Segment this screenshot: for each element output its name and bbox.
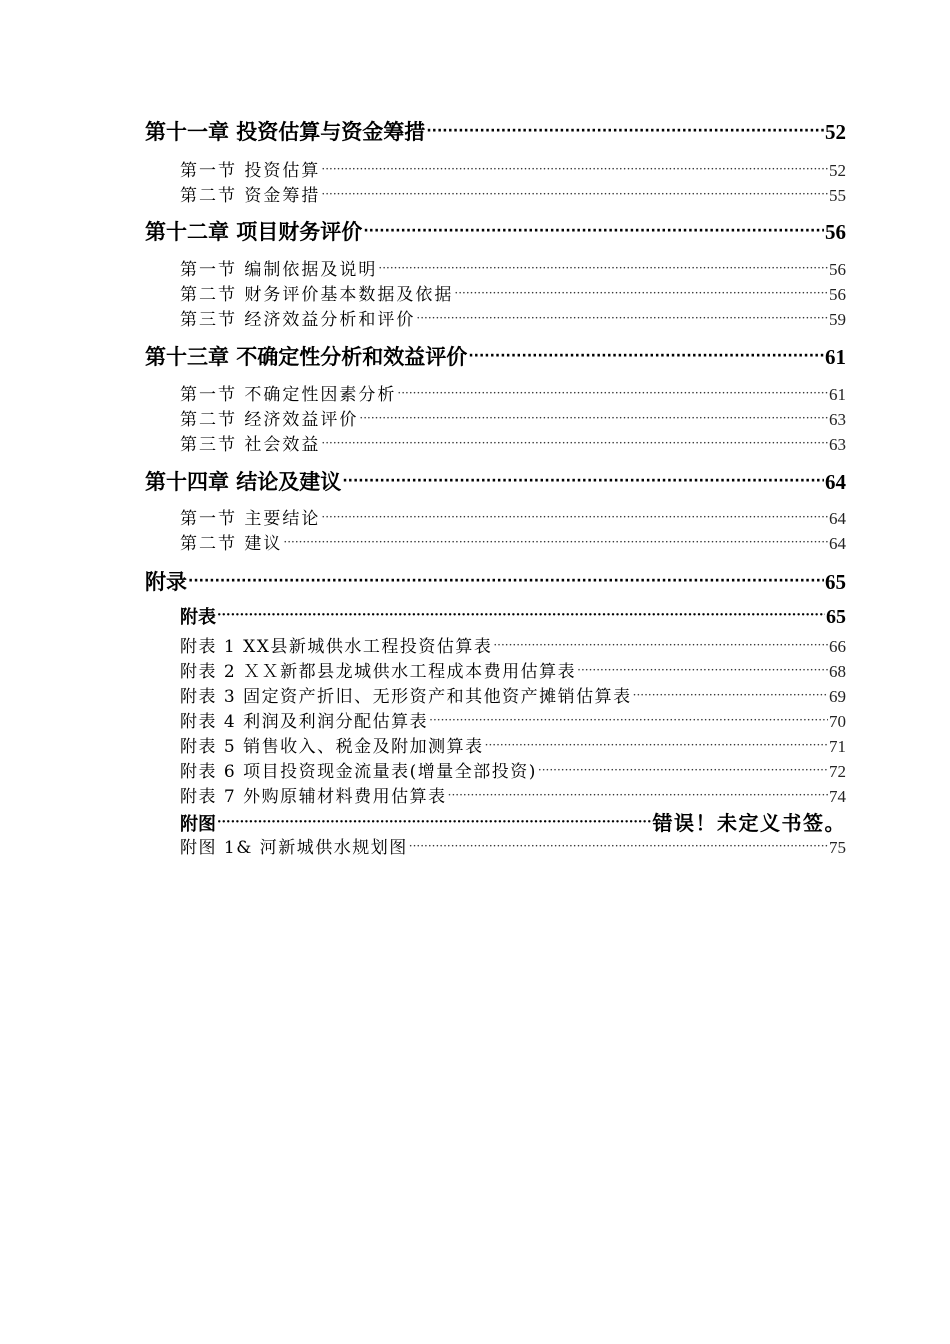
toc-entry-label: 第十一章 投资估算与资金筹措	[145, 120, 426, 144]
dot-leader	[454, 283, 828, 300]
toc-entry-label: 第二节 经济效益评价	[180, 410, 359, 430]
toc-chapter-11[interactable]	[145, 116, 846, 146]
toc-page-number: 65	[825, 570, 846, 594]
toc-page-number: 72	[829, 762, 846, 781]
toc-table-1[interactable]	[180, 632, 846, 657]
dot-leader	[468, 343, 824, 364]
toc-table-7[interactable]	[180, 782, 846, 807]
toc-page-number-error: 错误！未定义书签。	[652, 813, 846, 835]
toc-page-number: 52	[829, 161, 846, 180]
toc-entry-label: 附表 3 固定资产折旧、无形资产和其他资产摊销估算表	[180, 687, 632, 707]
dot-leader	[493, 635, 828, 652]
toc-page-number: 69	[829, 687, 846, 706]
toc-page-number: 63	[829, 435, 846, 454]
toc-page-number: 56	[829, 260, 846, 279]
toc-table-3[interactable]	[180, 682, 846, 707]
toc-entry-label: 第三节 经济效益分析和评价	[180, 310, 416, 330]
toc-page-number: 55	[829, 186, 846, 205]
toc-table-6[interactable]	[180, 757, 846, 782]
toc-appendix-tables[interactable]	[180, 603, 846, 629]
toc-page-number: 75	[829, 838, 846, 857]
toc-page-number: 64	[829, 534, 846, 553]
toc-page-number: 56	[829, 285, 846, 304]
toc-page-number: 61	[829, 385, 846, 404]
toc-chapter-14[interactable]	[145, 466, 846, 496]
toc-page-number: 66	[829, 637, 846, 656]
dot-leader	[359, 408, 828, 425]
toc-section-11-2[interactable]	[180, 181, 846, 206]
toc-entry-label: 附图 1& 河新城供水规划图	[180, 838, 408, 858]
toc-section-14-1[interactable]	[180, 504, 846, 529]
toc-page-number: 65	[826, 606, 846, 628]
toc-chapter-13[interactable]	[145, 341, 846, 371]
dot-leader	[321, 433, 828, 450]
toc-entry-label: 第一节 不确定性因素分析	[180, 385, 397, 405]
toc-entry-label: 第二节 建议	[180, 534, 283, 554]
toc-appendix[interactable]	[145, 566, 846, 596]
toc-table-5[interactable]	[180, 732, 846, 757]
toc-entry-label: 第十二章 项目财务评价	[145, 220, 363, 244]
toc-entry-label: 第二节 资金筹措	[180, 186, 321, 206]
toc-section-13-3[interactable]	[180, 430, 846, 455]
toc-page-number: 59	[829, 310, 846, 329]
toc-section-14-2[interactable]	[180, 529, 846, 554]
toc-entry-label: 附表 6 项目投资现金流量表(增量全部投资)	[180, 762, 537, 782]
toc-entry-label: 附表 2 ＸＸ新都县龙城供水工程成本费用估算表	[180, 662, 577, 682]
dot-leader	[416, 308, 828, 325]
dot-leader	[409, 836, 828, 853]
toc-entry-label: 第十四章 结论及建议	[145, 470, 342, 494]
toc-entry-label: 第十三章 不确定性分析和效益评价	[145, 345, 468, 369]
toc-table-2[interactable]	[180, 657, 846, 682]
toc-entry-label: 第三节 社会效益	[180, 435, 321, 455]
toc-entry-label: 附表 7 外购原辅材料费用估算表	[180, 787, 447, 807]
toc-entry-label: 附表 4 利润及利润分配估算表	[180, 712, 429, 732]
dot-leader	[321, 507, 828, 524]
toc-page-number: 68	[829, 662, 846, 681]
dot-leader	[217, 812, 652, 830]
dot-leader	[188, 568, 824, 589]
toc-section-12-3[interactable]	[180, 305, 846, 330]
toc-section-13-1[interactable]	[180, 380, 846, 405]
toc-chapter-12[interactable]	[145, 216, 846, 246]
toc-page-number: 63	[829, 410, 846, 429]
toc-entry-label: 第一节 主要结论	[180, 509, 321, 529]
toc-page-number: 71	[829, 737, 846, 756]
dot-leader	[448, 785, 828, 802]
toc-page-number: 64	[829, 509, 846, 528]
dot-leader	[342, 468, 824, 489]
toc-entry-label: 附图	[180, 814, 216, 835]
toc-page-number: 64	[825, 470, 846, 494]
dot-leader	[538, 760, 828, 777]
toc-entry-label: 附表	[180, 607, 216, 628]
toc-page-number: 61	[825, 345, 846, 369]
toc-page-number: 56	[825, 220, 846, 244]
toc-page-number: 52	[825, 120, 846, 144]
dot-leader	[283, 532, 828, 549]
dot-leader	[577, 660, 828, 677]
toc-appendix-figures[interactable]	[180, 807, 846, 836]
toc-section-12-1[interactable]	[180, 255, 846, 280]
dot-leader	[485, 735, 828, 752]
dot-leader	[321, 184, 828, 201]
dot-leader	[378, 258, 828, 275]
toc-entry-label: 第一节 编制依据及说明	[180, 260, 378, 280]
dot-leader	[321, 159, 828, 176]
toc-entry-label: 附录	[145, 570, 187, 594]
dot-leader	[397, 383, 828, 400]
toc-entry-label: 第二节 财务评价基本数据及依据	[180, 285, 454, 305]
toc-figure-1[interactable]	[180, 833, 846, 858]
toc-section-11-1[interactable]	[180, 156, 846, 181]
toc-entry-label: 附表 5 销售收入、税金及附加测算表	[180, 737, 484, 757]
toc-table-4[interactable]	[180, 707, 846, 732]
dot-leader	[633, 685, 828, 702]
toc-section-13-2[interactable]	[180, 405, 846, 430]
toc-entry-label: 附表 1 XX县新城供水工程投资估算表	[180, 637, 493, 657]
toc-section-12-2[interactable]	[180, 280, 846, 305]
toc-page-number: 74	[829, 787, 846, 806]
dot-leader	[426, 118, 824, 139]
dot-leader	[363, 218, 824, 239]
toc-entry-label: 第一节 投资估算	[180, 161, 321, 181]
toc-page-number: 70	[829, 712, 846, 731]
dot-leader	[217, 605, 825, 623]
dot-leader	[429, 710, 828, 727]
